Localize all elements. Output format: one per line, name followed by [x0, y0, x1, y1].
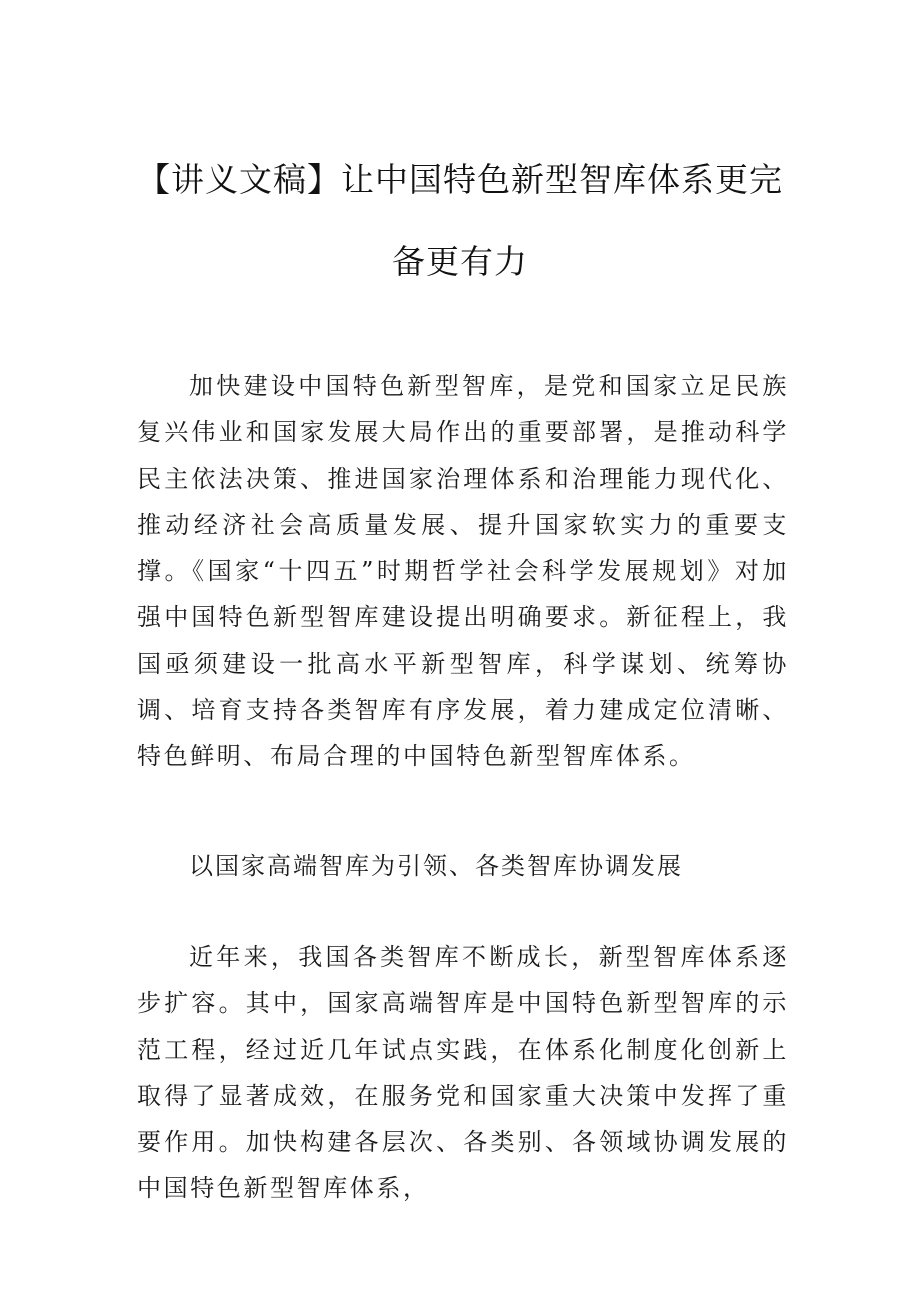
document-title-line-1: 【讲义文稿】让中国特色新型智库体系更完 [137, 160, 783, 199]
section-heading: 以国家高端智库为引领、各类智库协调发展 [189, 852, 683, 880]
document-title-line-2: 备更有力 [392, 242, 528, 281]
body-paragraph: 近年来，我国各类智库不断成长，新型智库体系逐步扩容。其中，国家高端智库是中国特色新型智库的示范工程，经过近几年试点实践，在体系化制度化创新上取得了显著成效，在服务党和国家重大决策中发挥了重要作用。加快构建各层次、各类别、各领域协调发展的中国特色新型智库体系， [137, 943, 789, 1203]
body-paragraph: 加快建设中国特色新型智库，是党和国家立足民族复兴伟业和国家发展大局作出的重要部署，是推动科学民主依法决策、推进国家治理体系和治理能力现代化、推动经济社会高质量发展、提升国家软实力的重要支撑。《国家“十四五”时期哲学社会科学发展规划》对加强中国特色新型智库建设提出明确要求。新征程上，我国亟须建设一批高水平新型智库，科学谋划、统筹协调、培育支持各类智库有序发展，着力建成定位清晰、特色鲜明、布局合理的中国特色新型智库体系。 [137, 372, 789, 771]
